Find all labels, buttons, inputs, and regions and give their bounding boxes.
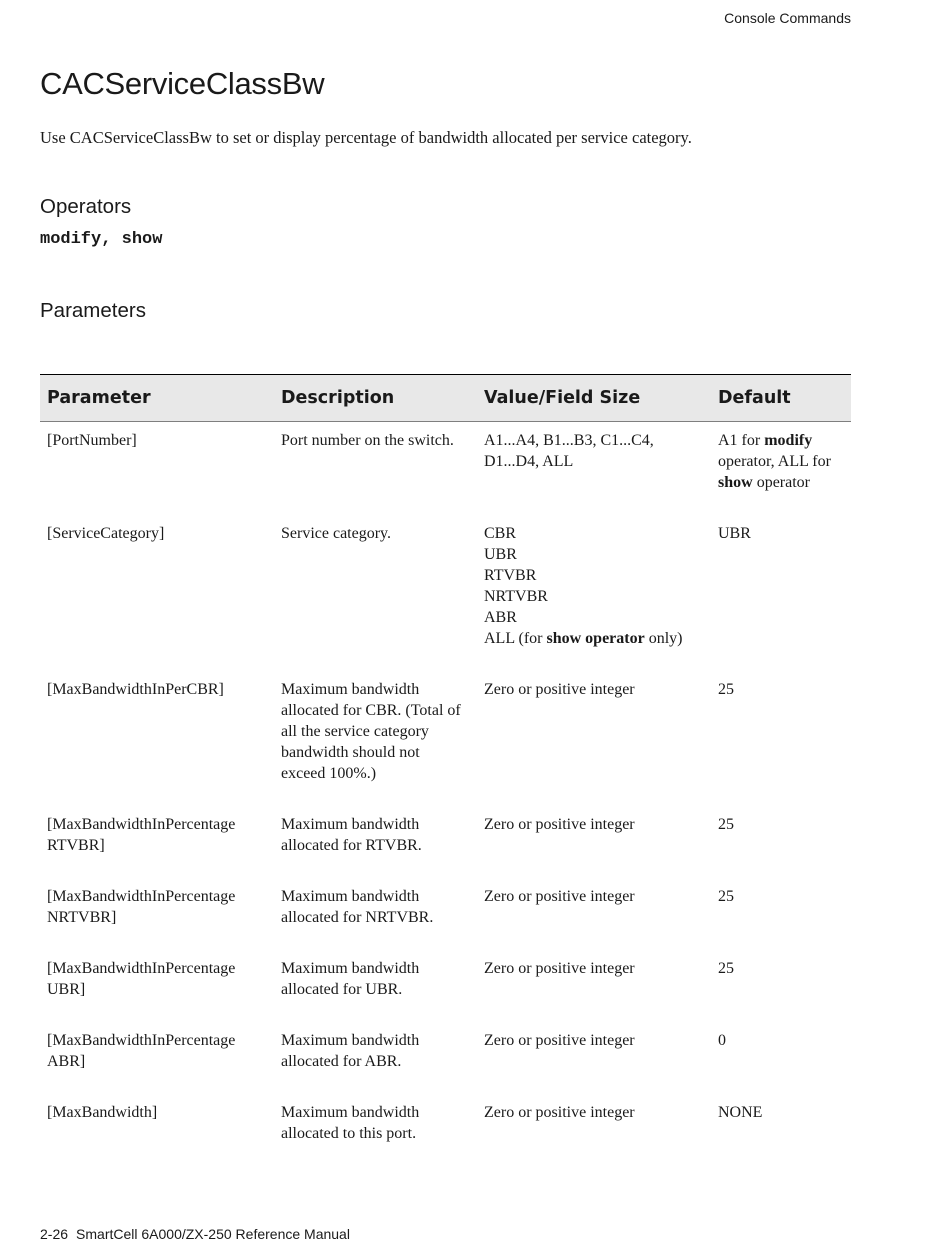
default-text: A1 for xyxy=(718,432,765,449)
value-line: RTVBR xyxy=(484,567,537,584)
value-line: UBR xyxy=(484,546,517,563)
table-row xyxy=(40,950,851,1022)
cell-description xyxy=(274,515,477,671)
description-line: Maximum bandwidth xyxy=(281,681,420,698)
cell-description xyxy=(274,1094,477,1144)
cell-default xyxy=(711,1022,851,1094)
cell-default xyxy=(711,806,851,878)
parameter-line: [MaxBandwidth] xyxy=(47,1104,158,1121)
page-title: CACServiceClassBw xyxy=(40,66,325,101)
page-number: 2-26 xyxy=(40,1226,69,1242)
default-line: operator, ALL for xyxy=(718,453,831,470)
description-line: Maximum bandwidth xyxy=(281,1032,420,1049)
cell-description xyxy=(274,950,477,1022)
default-line xyxy=(718,472,845,493)
table-row xyxy=(40,515,851,671)
description-line: allocated for UBR. xyxy=(281,981,403,998)
running-header: Console Commands xyxy=(724,10,851,26)
description-line: exceed 100%.) xyxy=(281,765,377,782)
cell-parameter xyxy=(40,950,274,1022)
cell-description xyxy=(274,1022,477,1094)
cell-description xyxy=(274,422,477,516)
cell-default xyxy=(711,671,851,806)
cell-value xyxy=(477,515,711,671)
cell-value xyxy=(477,950,711,1022)
column-header-parameter: Parameter xyxy=(40,375,274,422)
cell-parameter xyxy=(40,878,274,950)
default-line: UBR xyxy=(718,525,751,542)
value-line: D1...D4, ALL xyxy=(484,453,574,470)
value-text: only) xyxy=(644,630,683,647)
value-line: Zero or positive integer xyxy=(484,888,635,905)
description-line: all the service category xyxy=(281,723,429,740)
value-line xyxy=(484,628,705,649)
cell-description xyxy=(274,878,477,950)
cell-value xyxy=(477,671,711,806)
page-footer xyxy=(40,1226,350,1242)
description-line: Maximum bandwidth xyxy=(281,816,420,833)
cell-default xyxy=(711,515,851,671)
parameter-line: [MaxBandwidthInPercentage xyxy=(47,960,236,977)
parameter-line: NRTVBR] xyxy=(47,909,117,926)
cell-value xyxy=(477,1094,711,1144)
value-line: A1...A4, B1...B3, C1...C4, xyxy=(484,432,654,449)
default-line: 25 xyxy=(718,681,734,698)
operators-heading: Operators xyxy=(40,195,132,218)
cell-value xyxy=(477,422,711,516)
value-line: NRTVBR xyxy=(484,588,548,605)
cell-parameter xyxy=(40,806,274,878)
parameter-line: [MaxBandwidthInPerCBR] xyxy=(47,681,224,698)
value-line: ABR xyxy=(484,609,517,626)
value-line: Zero or positive integer xyxy=(484,960,635,977)
parameter-line: [MaxBandwidthInPercentage xyxy=(47,888,236,905)
cell-value xyxy=(477,806,711,878)
value-line: CBR xyxy=(484,525,517,542)
intro-paragraph: Use CACServiceClassBw to set or display percentage of bandwidth allocated per service category. xyxy=(40,128,692,147)
default-bold-text: show xyxy=(718,474,753,491)
cell-description xyxy=(274,806,477,878)
column-header-value: Value/Field Size xyxy=(477,375,711,422)
default-line xyxy=(718,430,845,451)
parameter-line: RTVBR] xyxy=(47,837,105,854)
cell-parameter xyxy=(40,422,274,516)
table-header-row xyxy=(40,375,851,422)
description-line: Maximum bandwidth xyxy=(281,888,420,905)
parameter-line: [MaxBandwidthInPercentage xyxy=(47,1032,236,1049)
value-line: Zero or positive integer xyxy=(484,1032,635,1049)
description-line: allocated for ABR. xyxy=(281,1053,402,1070)
parameters-heading: Parameters xyxy=(40,299,146,322)
column-header-description: Description xyxy=(274,375,477,422)
parameter-line: [MaxBandwidthInPercentage xyxy=(47,816,236,833)
cell-description xyxy=(274,671,477,806)
parameters-table xyxy=(40,374,851,1144)
default-line: 0 xyxy=(718,1032,726,1049)
value-bold-text: show operator xyxy=(546,630,645,647)
table-row xyxy=(40,671,851,806)
table-row xyxy=(40,878,851,950)
value-line: Zero or positive integer xyxy=(484,816,635,833)
description-line: allocated to this port. xyxy=(281,1125,417,1142)
parameter-line: [ServiceCategory] xyxy=(47,525,165,542)
table-row xyxy=(40,1022,851,1094)
description-line: Port number on the switch. xyxy=(281,432,454,449)
parameter-line: [PortNumber] xyxy=(47,432,137,449)
table-row xyxy=(40,422,851,516)
parameter-line: ABR] xyxy=(47,1053,86,1070)
description-line: Maximum bandwidth xyxy=(281,1104,420,1121)
description-line: Service category. xyxy=(281,525,392,542)
default-text: operator xyxy=(752,474,810,491)
column-header-default: Default xyxy=(711,375,851,422)
parameter-line: UBR] xyxy=(47,981,86,998)
default-line: 25 xyxy=(718,960,734,977)
cell-value xyxy=(477,878,711,950)
description-line: allocated for NRTVBR. xyxy=(281,909,434,926)
default-line: NONE xyxy=(718,1104,763,1121)
value-line: Zero or positive integer xyxy=(484,1104,635,1121)
cell-parameter xyxy=(40,515,274,671)
table-row xyxy=(40,806,851,878)
manual-title: SmartCell 6A000/ZX-250 Reference Manual xyxy=(76,1226,350,1242)
value-line: Zero or positive integer xyxy=(484,681,635,698)
cell-parameter xyxy=(40,671,274,806)
operators-value: modify, show xyxy=(40,230,163,249)
description-line: Maximum bandwidth xyxy=(281,960,420,977)
table-row xyxy=(40,1094,851,1144)
default-line: 25 xyxy=(718,888,734,905)
description-line: bandwidth should not xyxy=(281,744,420,761)
cell-default xyxy=(711,1094,851,1144)
cell-default xyxy=(711,878,851,950)
cell-parameter xyxy=(40,1094,274,1144)
cell-value xyxy=(477,1022,711,1094)
value-text: ALL (for xyxy=(484,630,547,647)
description-line: allocated for RTVBR. xyxy=(281,837,422,854)
cell-default xyxy=(711,422,851,516)
description-line: allocated for CBR. (Total of xyxy=(281,702,461,719)
cell-parameter xyxy=(40,1022,274,1094)
default-bold-text: modify xyxy=(764,432,813,449)
cell-default xyxy=(711,950,851,1022)
default-line: 25 xyxy=(718,816,734,833)
